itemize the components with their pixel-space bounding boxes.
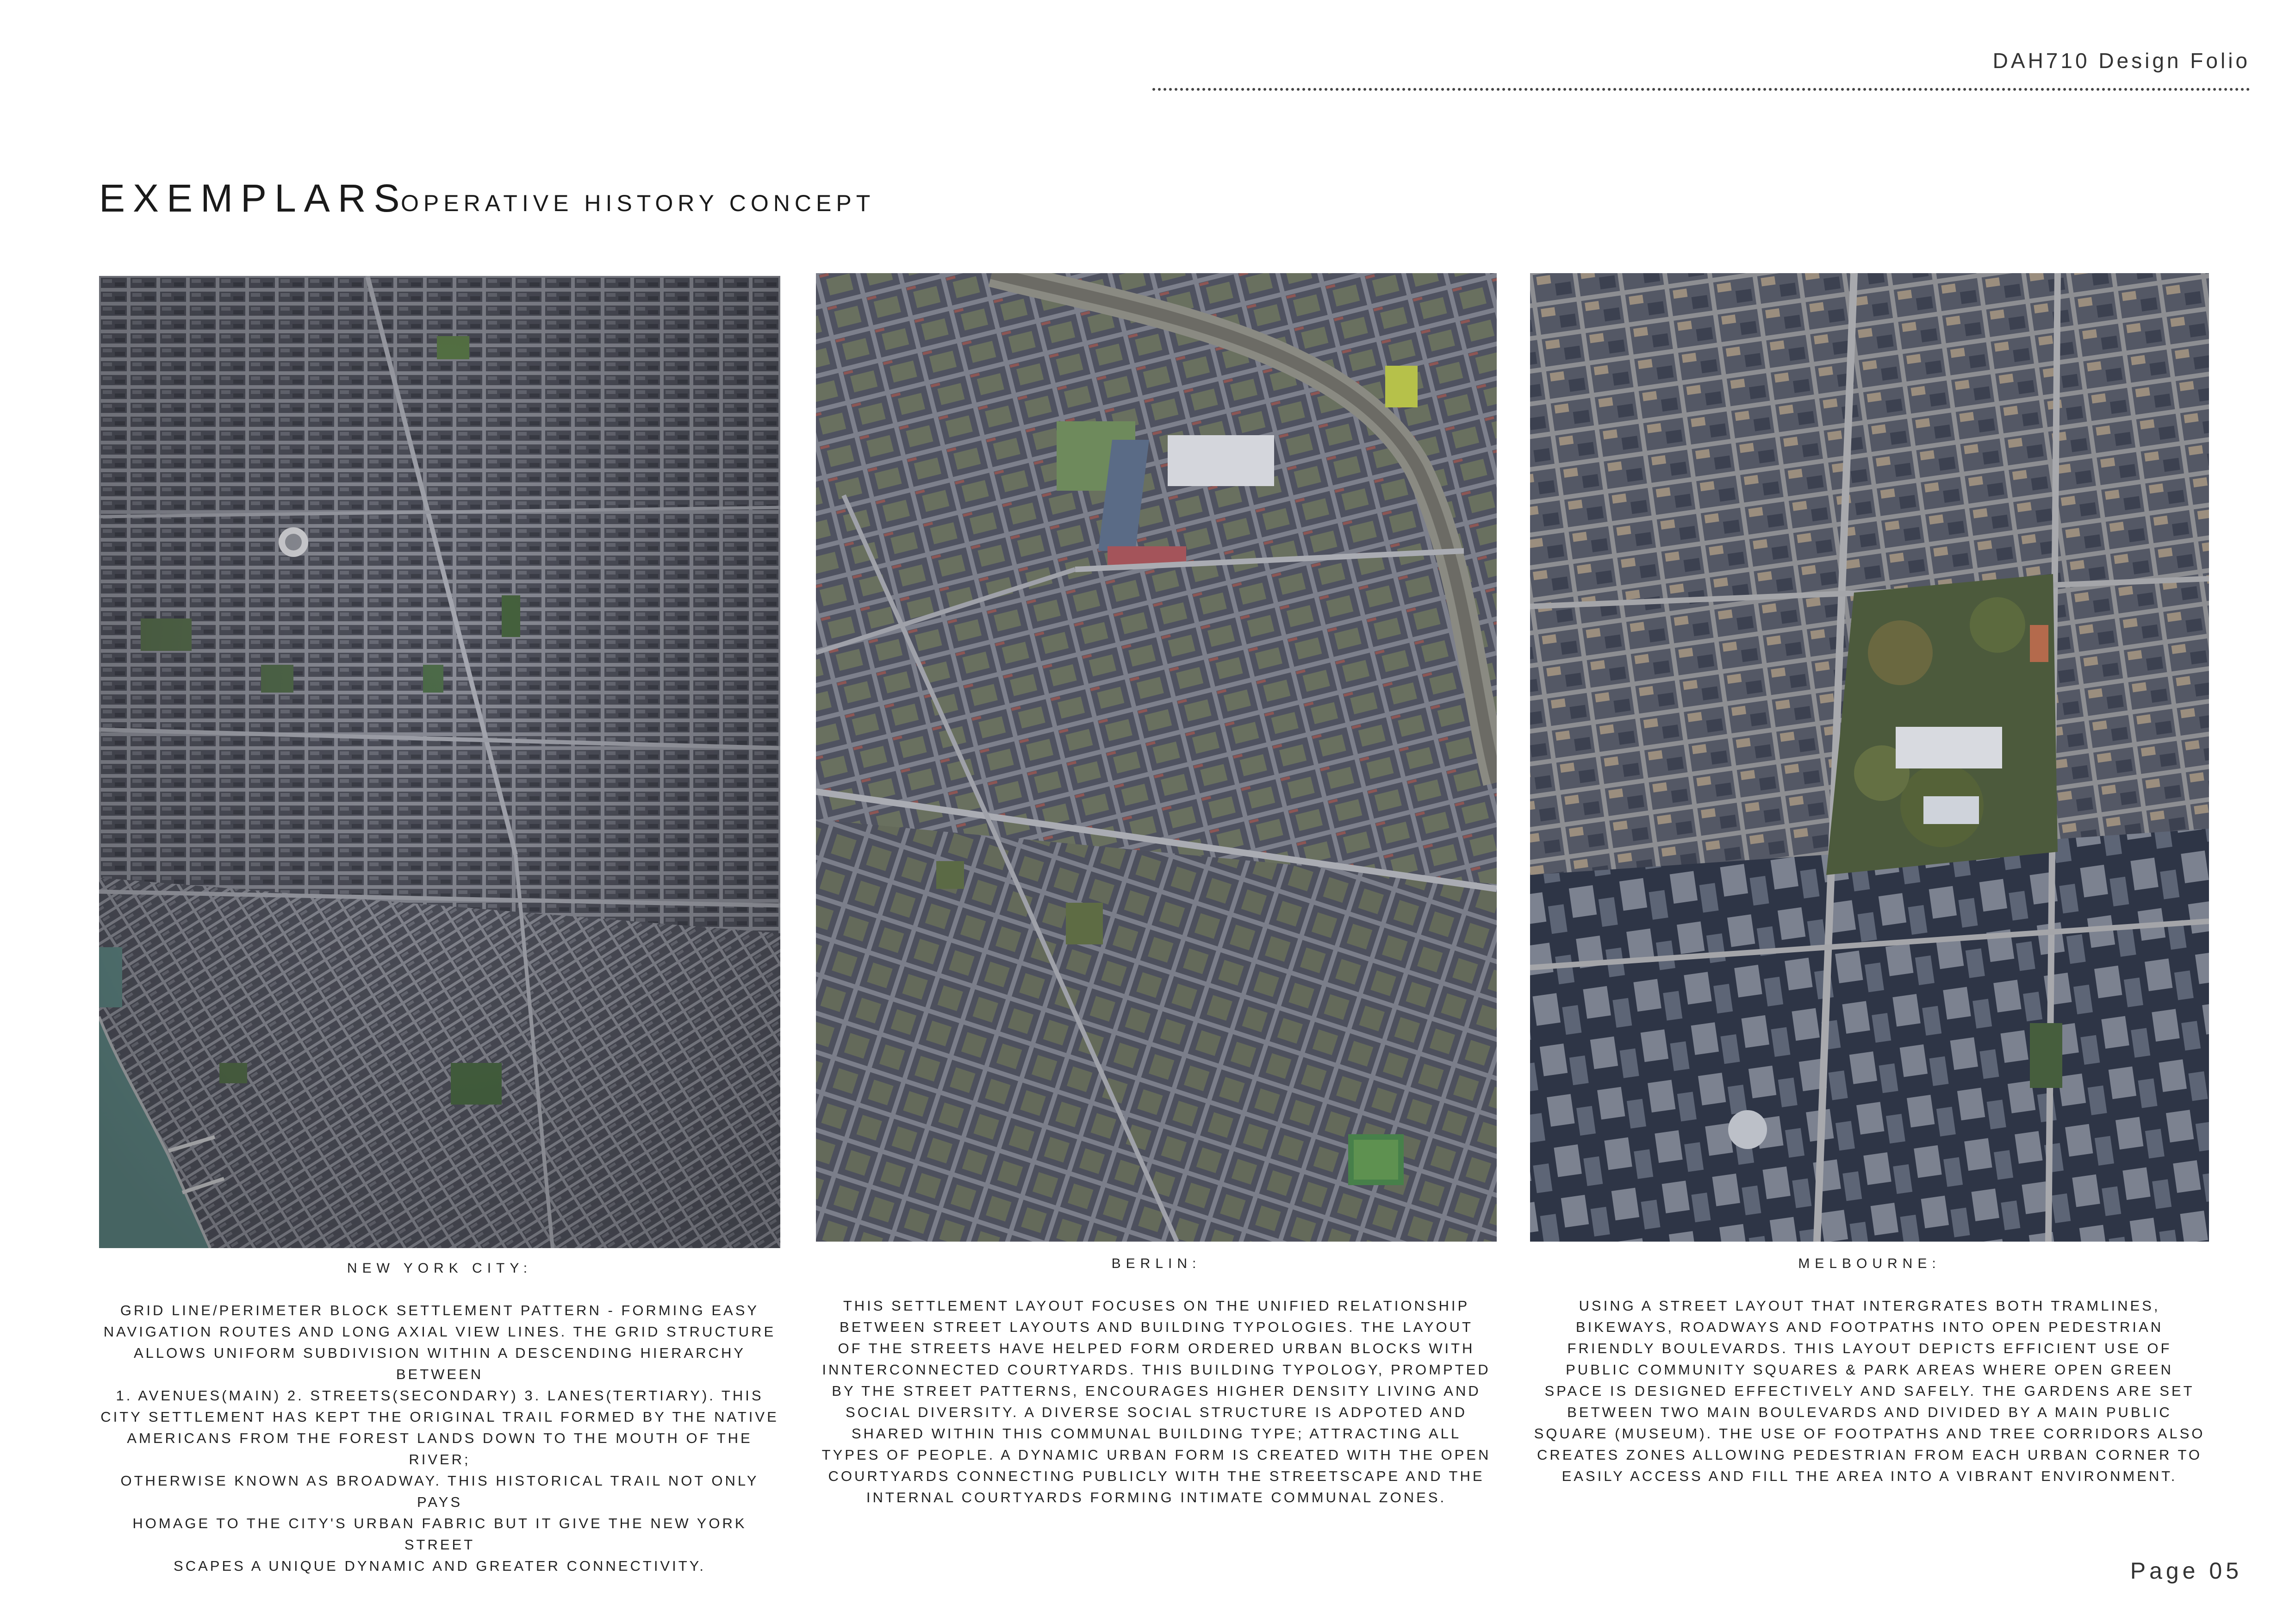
caption-line: NAVIGATION ROUTES AND LONG AXIAL VIEW LINES. THE GRID STRUCTURE (103, 1324, 776, 1340)
folio-title: DAH710 Design Folio (1992, 49, 2250, 73)
caption-line: CREATES ZONES ALLOWING PEDESTRIAN FROM EACH URBAN CORNER TO (1537, 1447, 2202, 1463)
nyc-aerial-graphic (99, 276, 780, 1248)
caption-line: HOMAGE TO THE CITY'S URBAN FABRIC BUT IT GIVE THE NEW YORK STREET (132, 1515, 747, 1553)
melbourne-caption-heading: MELBOURNE: (1798, 1256, 1941, 1271)
caption-line: PUBLIC COMMUNITY SQUARES & PARK AREAS WHERE OPEN GREEN (1566, 1362, 2173, 1378)
melbourne-aerial-graphic (1530, 273, 2209, 1242)
page-number: Page 05 (2130, 1558, 2242, 1584)
berlin-caption-heading: BERLIN: (1111, 1256, 1201, 1271)
header-dotted-rule (1152, 88, 2250, 91)
caption-line: USING A STREET LAYOUT THAT INTERGRATES BOTH TRAMLINES, (1579, 1298, 2160, 1314)
nyc-caption-text (99, 1300, 780, 1577)
caption-line: FRIENDLY BOULEVARDS. THIS LAYOUT DEPICTS EFFICIENT USE OF (1567, 1340, 2172, 1356)
caption-line: COURTYARDS CONNECTING PUBLICLY WITH THE STREETSCAPE AND THE (828, 1468, 1485, 1484)
caption-line: 1. AVENUES(MAIN) 2. STREETS(SECONDARY) 3. LANES(TERTIARY). THIS (116, 1387, 764, 1404)
caption-line: SOCIAL DIVERSITY. A DIVERSE SOCIAL STRUCTURE IS ADPOTED AND (846, 1404, 1467, 1420)
caption-line: BETWEEN STREET LAYOUTS AND BUILDING TYPOLOGIES. THE LAYOUT (840, 1319, 1473, 1335)
caption-line: THIS SETTLEMENT LAYOUT FOCUSES ON THE UNIFIED RELATIONSHIP (843, 1298, 1470, 1314)
caption-line: BIKEWAYS, ROADWAYS AND FOOTPATHS INTO OPEN PEDESTRIAN (1575, 1319, 2164, 1335)
berlin-aerial-graphic (816, 273, 1497, 1242)
nyc-aerial-image (99, 276, 780, 1248)
caption-line: OTHERWISE KNOWN AS BROADWAY. THIS HISTORICAL TRAIL NOT ONLY PAYS (120, 1473, 759, 1510)
caption-line: SQUARE (MUSEUM). THE USE OF FOOTPATHS AND TREE CORRIDORS ALSO (1534, 1425, 2205, 1442)
page-title: EXEMPLARS (99, 176, 408, 220)
page-subtitle: OPERATIVE HISTORY CONCEPT (401, 190, 875, 216)
caption-line: BY THE STREET PATTERNS, ENCOURAGES HIGHER DENSITY LIVING AND (832, 1383, 1481, 1399)
caption-line: INTERNAL COURTYARDS FORMING INTIMATE COMMUNAL ZONES. (866, 1489, 1447, 1505)
caption-line: EASILY ACCESS AND FILL THE AREA INTO A VIBRANT ENVIRONMENT. (1562, 1468, 2178, 1484)
caption-line: SCAPES A UNIQUE DYNAMIC AND GREATER CONNECTIVITY. (174, 1558, 706, 1574)
caption-line: BETWEEN TWO MAIN BOULEVARDS AND DIVIDED BY A MAIN PUBLIC (1567, 1404, 2172, 1420)
caption-line: SHARED WITHIN THIS COMMUNAL BUILDING TYPE; ATTRACTING ALL (851, 1425, 1462, 1442)
caption-line: AMERICANS FROM THE FOREST LANDS DOWN TO THE MOUTH OF THE RIVER; (127, 1430, 753, 1468)
nyc-caption-heading: NEW YORK CITY: (347, 1261, 533, 1276)
caption-line: TYPES OF PEOPLE. A DYNAMIC URBAN FORM IS CREATED WITH THE OPEN (821, 1447, 1491, 1463)
melbourne-caption-text (1530, 1295, 2209, 1487)
caption-line: SPACE IS DESIGNED EFFECTIVELY AND SAFELY. THE GARDENS ARE SET (1544, 1383, 2195, 1399)
caption-line: ALLOWS UNIFORM SUBDIVISION WITHIN A DESCENDING HIERARCHY BETWEEN (133, 1345, 746, 1382)
berlin-caption-text (816, 1295, 1497, 1508)
caption-line: INNTERCONNECTED COURTYARDS. THIS BUILDING TYPOLOGY, PROMPTED (822, 1362, 1491, 1378)
caption-line: OF THE STREETS HAVE HELPED FORM ORDERED URBAN BLOCKS WITH (838, 1340, 1475, 1356)
melbourne-aerial-image (1530, 273, 2209, 1242)
caption-line: GRID LINE/PERIMETER BLOCK SETTLEMENT PATTERN - FORMING EASY (120, 1302, 759, 1318)
berlin-aerial-image (816, 273, 1497, 1242)
caption-line: CITY SETTLEMENT HAS KEPT THE ORIGINAL TRAIL FORMED BY THE NATIVE (100, 1409, 779, 1425)
